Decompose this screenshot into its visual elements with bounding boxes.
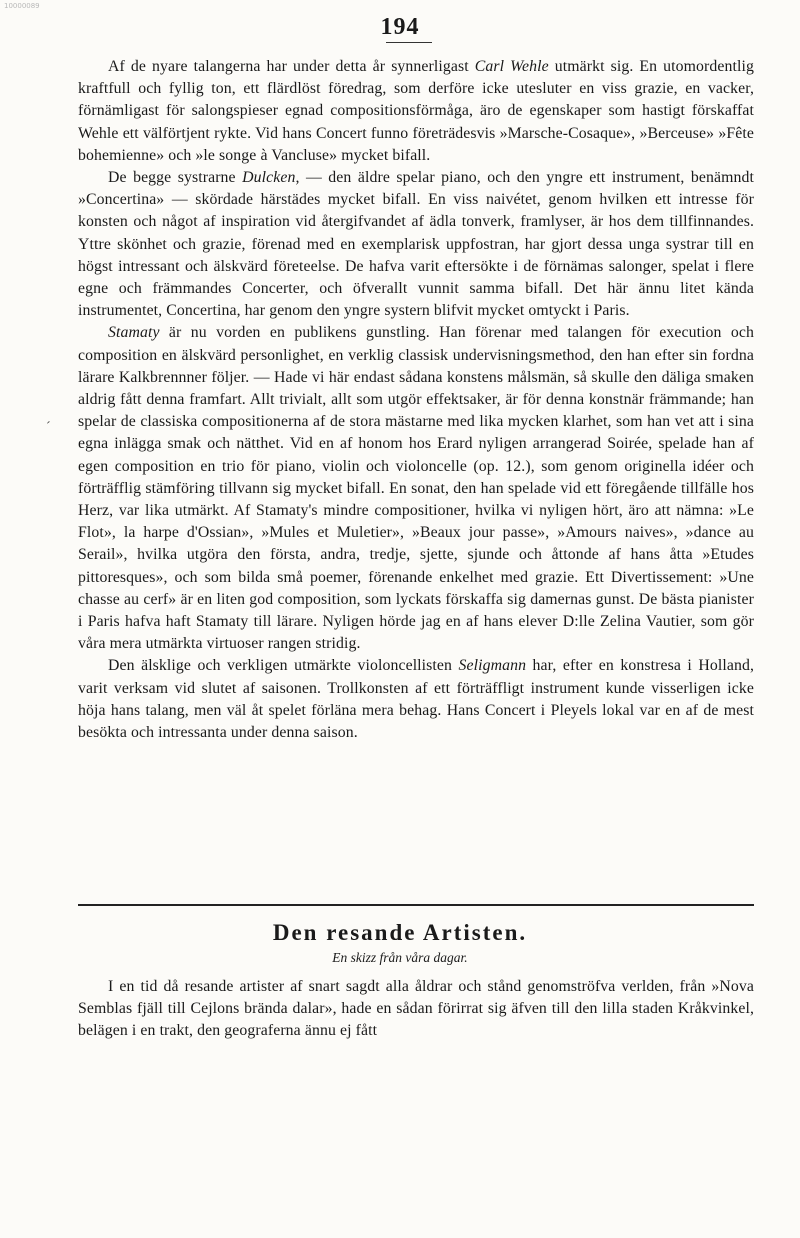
section-body (78, 976, 754, 1043)
paragraph-wehle (78, 56, 754, 167)
section-paragraph: I en tid då resande artister af snart sagdt alla åldrar och stånd genomströfva verlden, från »Nova Semblas fjäll till Cejlons brända dalar», hade en sådan förirrat sig äfven till den lilla staden Kråkvinkel, belägen i en trakt, den geograferna ännu ej fått (78, 978, 754, 1040)
paragraph-stamaty (78, 322, 754, 655)
paragraph-text: är nu vorden en publikens gunstling. Han förenar med talangen för execution och composition en älskvärd personlighet, en verklig classisk undervisningsmethod, den han efter sin fordna lärare Kalkbrennner följer. — Hade vi här endast sådana konstens målsmän, så skulle den däliga smaken aldrig fått denna framfart. Allt trivialt, allt som utgör effektsaker, är för denna konstnär främmande; han spelar de classiska compositionerna af de stora mästarne med lika mycken klarhet, som han vet att i sina egna inlägga smak och nätthet. Vid en af honom hos Erard nyligen arrangerad Soirée, spelade han af egen composition en trio för piano, violin och violoncelle (op. 12.), som genom originella idéer och förträfflig stämföring tillvann sig mycket bifall. En sonat, den han spelade vid ett föregående tillfälle hos Herz, var lika utmärkt. Af Stamaty's mindre compositioner, hvilka vi nyligen hört, äro att nämna: »Le Flot», la harpe d'Ossian», »Mules et Muletier», »Beaux jour passe», »Amours naives», »dance au Serail», hvilka utgöra den första, andra, tredje, sjette, sjunde och åttonde af hans åtta »Etudes pittoresques», och som bilda små poemer, förenande enkelhet med grazie. Ett Divertissement: »Une chasse au cerf» är en liten god composition, som lyckats förskaffa sig damernas gunst. De bästa pianister i Paris hafva haft Stamaty till lärare. Nyligen hörde jag en af hans elever D:lle Zelina Vautier, som gör våra mera utmärkta virtuoser rangen stridig. (78, 324, 754, 653)
archive-id-label: 10000089 (4, 2, 40, 10)
paragraph-text: — den äldre spelar piano, och den yngre ett instrument, benämndt »Concertina» — skördade härstädes mycket bifall. En viss naivétet, genom hvilken ett intresse för konsten och något af inspiration vid återgifvandet af ädla tonverk, framlyser, är hos dem tillfinnandes. Yttre skönhet och grazie, förenad med en exemplarisk uppfostran, har gjort dessa unga systrar till en högst intressant och älskvärd företeelse. De hafva varit eftersökte i de förnämas salonger, spelat i flere egne och främmandes Concerter, och öfverallt vunnit samma bifall. Det här ännu litet kända instrumentet, Concertina, har genom den yngre systern blifvit mycket omtyckt i Paris. (78, 169, 754, 320)
paragraph-text: har, efter en konstresa i Holland, varit verksam vid slutet af saisonen. Trollkonsten af ett förträffligt instrument kunde visserligen icke höja hans talang, men väl åt spelet förläna mera behag. Hans Concert i Pleyels lokal var en af de mest besökta och intressanta under denna saison. (78, 657, 755, 742)
artist-name: Stamaty (108, 324, 160, 342)
page-number-underline (386, 42, 432, 43)
paragraph-seligmann (78, 655, 754, 744)
section-divider (78, 904, 754, 906)
paragraph-dulcken (78, 167, 754, 322)
article-body (78, 56, 754, 744)
page-number: 194 (380, 14, 420, 40)
section-title: Den resande Artisten. (272, 920, 528, 945)
paragraph-text: utmärkt sig. En utomordentlig kraftfull och fyllig ton, ett flärdlöst föredrag, som derföre icke utesluter en viss grazie, en vacker, förnämligast för salongspieser egnad compositionsförmåga, äro de egenskaper som hastigt förskaffat Wehle ett välförtjent rykte. Vid hans Concert funno företrädesvis »Marsche-Cosaque», »Berceuse» »Fête bohemienne» och »le songe à Vancluse» mycket bifall. (78, 58, 754, 164)
margin-mark: ´ (46, 420, 51, 435)
artist-name: Seligmann (458, 657, 527, 675)
artist-name: Dulcken, (242, 169, 300, 187)
paragraph-text: De begge systrarne (108, 169, 243, 187)
section-subtitle: En skizz från våra dagar. (332, 950, 468, 965)
paragraph-text: Af de nyare talangerna har under detta år synnerligast (108, 58, 475, 75)
artist-name: Carl Wehle (474, 58, 549, 75)
paragraph-text: Den älsklige och verkligen utmärkte violoncellisten (108, 657, 459, 675)
